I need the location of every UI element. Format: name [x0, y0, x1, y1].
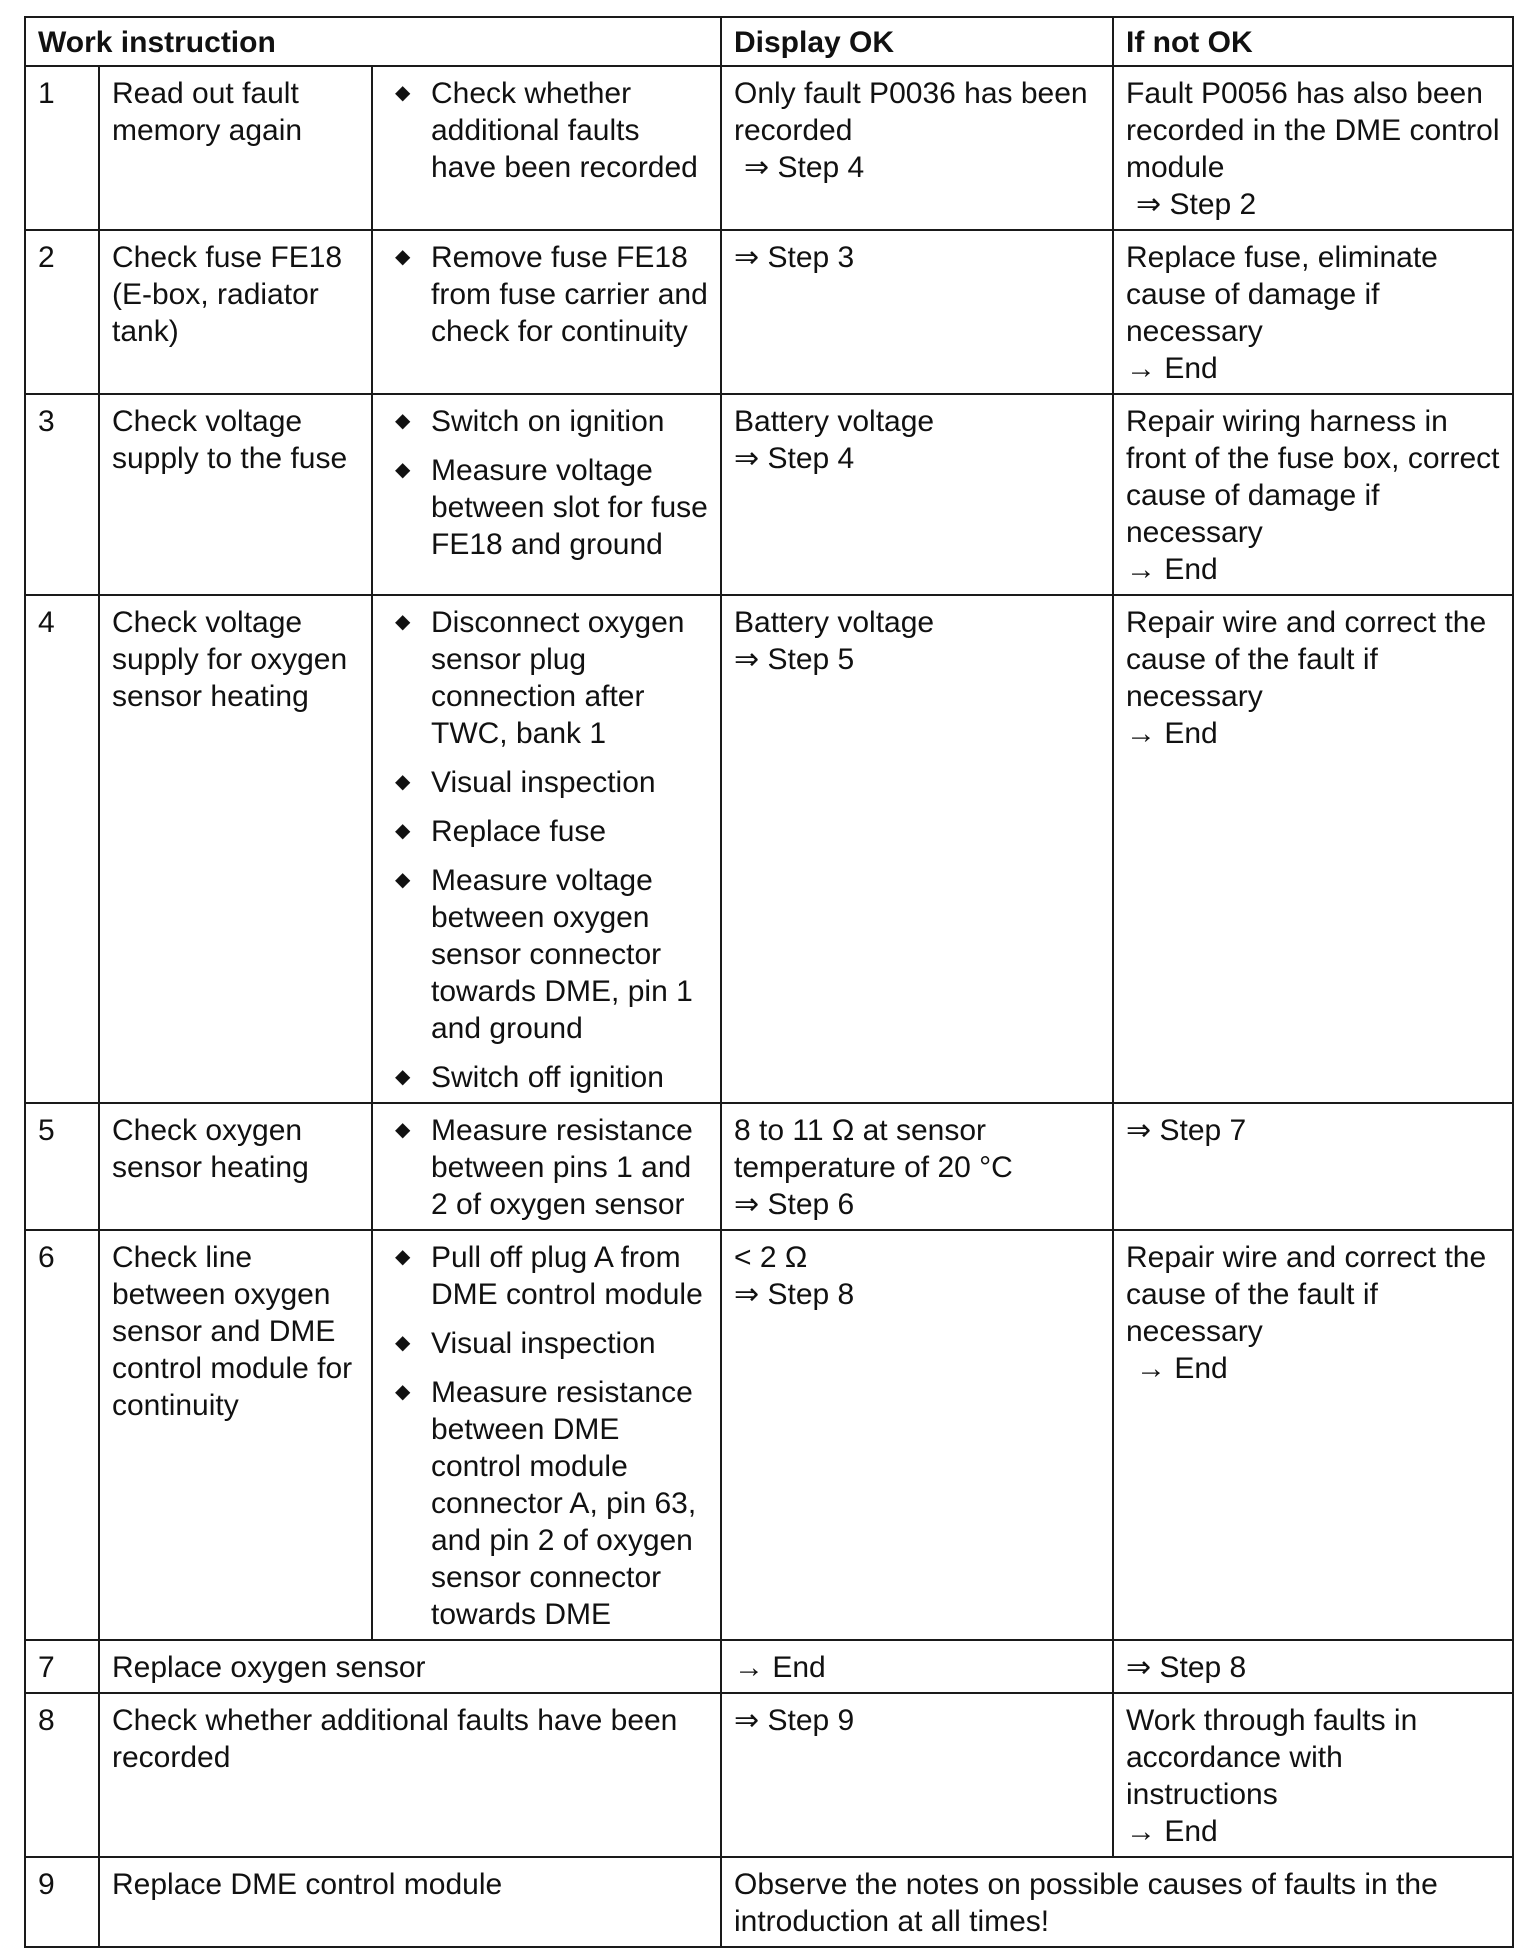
display-ok-line: ⇒ Step 9	[734, 1704, 855, 1737]
display-ok-line: ⇒ Step 6	[734, 1188, 855, 1221]
diamond-bullet-icon: ◆	[395, 459, 411, 481]
diamond-bullet-icon: ◆	[395, 1381, 411, 1403]
step-if-not-ok	[1113, 1103, 1513, 1230]
if-not-ok-line: → End	[1136, 1352, 1228, 1385]
step-task: Check voltage supply to the fuse	[99, 394, 372, 595]
table-row-step-3	[25, 394, 1513, 595]
step-if-not-ok	[1113, 1230, 1513, 1640]
step-display-ok	[721, 66, 1113, 230]
action-item	[385, 862, 710, 1047]
display-ok-line: ⇒ Step 4	[734, 442, 855, 475]
action-text: Remove fuse FE18 from fuse carrier and check for continuity	[431, 241, 708, 348]
table-row-step-2	[25, 230, 1513, 394]
table-row-step-7	[25, 1640, 1513, 1693]
step-task: Replace oxygen sensor	[99, 1640, 721, 1693]
step-note: Observe the notes on possible causes of faults in the introduction at all times!	[721, 1857, 1513, 1947]
display-ok-line: Only fault P0036 has been recorded	[734, 77, 1088, 147]
action-text: Measure voltage between oxygen sensor connector towards DME, pin 1 and ground	[431, 864, 693, 1045]
step-if-not-ok	[1113, 230, 1513, 394]
if-not-ok-line: Repair wire and correct the cause of the fault if necessary	[1126, 606, 1487, 713]
action-list	[385, 75, 710, 186]
display-ok-line: 8 to 11 Ω at sensor temperature of 20 °C	[734, 1114, 1013, 1184]
diamond-bullet-icon: ◆	[395, 869, 411, 891]
action-text: Switch on ignition	[431, 405, 665, 438]
diamond-bullet-icon: ◆	[395, 1066, 411, 1088]
work-instruction-table	[24, 16, 1514, 1948]
display-ok-line: < 2 Ω	[734, 1241, 808, 1274]
if-not-ok-line: Fault P0056 has also been recorded in the DME control module	[1126, 77, 1500, 184]
table-row-step-6	[25, 1230, 1513, 1640]
if-not-ok-line: ⇒ Step 8	[1126, 1651, 1247, 1684]
action-list	[385, 403, 710, 563]
if-not-ok-line: → End	[1126, 1815, 1218, 1848]
action-item	[385, 239, 710, 350]
display-ok-line: ⇒ Step 8	[734, 1278, 855, 1311]
step-if-not-ok	[1113, 394, 1513, 595]
action-text: Measure resistance between DME control module connector A, pin 63, and pin 2 of oxygen sensor connector towards DME	[431, 1376, 697, 1631]
action-list	[385, 239, 710, 350]
diamond-bullet-icon: ◆	[395, 1246, 411, 1268]
step-display-ok	[721, 394, 1113, 595]
diamond-bullet-icon: ◆	[395, 611, 411, 633]
display-ok-line: ⇒ Step 5	[734, 643, 855, 676]
step-task: Check fuse FE18 (E-box, radiator tank)	[99, 230, 372, 394]
step-display-ok	[721, 1230, 1113, 1640]
step-actions	[372, 595, 721, 1103]
step-if-not-ok	[1113, 1640, 1513, 1693]
diamond-bullet-icon: ◆	[395, 771, 411, 793]
display-ok-line: ⇒ Step 3	[734, 241, 855, 274]
action-list	[385, 604, 710, 1096]
action-item	[385, 1374, 710, 1633]
display-ok-line: ⇒ Step 4	[744, 151, 865, 184]
header-display-ok: Display OK	[721, 17, 1113, 66]
display-ok-line: → End	[734, 1651, 826, 1684]
step-number: 9	[25, 1857, 99, 1947]
action-item	[385, 1112, 710, 1223]
if-not-ok-line: → End	[1126, 352, 1218, 385]
header-row	[25, 17, 1513, 66]
action-text: Switch off ignition	[431, 1061, 664, 1094]
action-item	[385, 75, 710, 186]
if-not-ok-line: ⇒ Step 2	[1136, 188, 1257, 221]
step-actions	[372, 1230, 721, 1640]
step-actions	[372, 66, 721, 230]
if-not-ok-line: → End	[1126, 553, 1218, 586]
step-if-not-ok	[1113, 66, 1513, 230]
step-number: 5	[25, 1103, 99, 1230]
diamond-bullet-icon: ◆	[395, 246, 411, 268]
step-number: 7	[25, 1640, 99, 1693]
diamond-bullet-icon: ◆	[395, 82, 411, 104]
step-task: Check oxygen sensor heating	[99, 1103, 372, 1230]
if-not-ok-line: Repair wiring harness in front of the fuse box, correct cause of damage if necessary	[1126, 405, 1500, 549]
action-item	[385, 813, 710, 850]
action-text: Visual inspection	[431, 1327, 656, 1360]
step-display-ok	[721, 230, 1113, 394]
step-task: Check whether additional faults have been recorded	[99, 1693, 721, 1857]
action-list	[385, 1239, 710, 1633]
step-task: Read out fault memory again	[99, 66, 372, 230]
diamond-bullet-icon: ◆	[395, 1119, 411, 1141]
step-actions	[372, 1103, 721, 1230]
step-task: Check line between oxygen sensor and DME control module for continuity	[99, 1230, 372, 1640]
step-number: 2	[25, 230, 99, 394]
action-text: Replace fuse	[431, 815, 607, 848]
step-number: 4	[25, 595, 99, 1103]
if-not-ok-line: Work through faults in accordance with instructions	[1126, 1704, 1418, 1811]
action-text: Visual inspection	[431, 766, 656, 799]
step-task: Check voltage supply for oxygen sensor heating	[99, 595, 372, 1103]
step-if-not-ok	[1113, 595, 1513, 1103]
table-row-step-4	[25, 595, 1513, 1103]
header-if-not-ok: If not OK	[1113, 17, 1513, 66]
table-row-step-8	[25, 1693, 1513, 1857]
action-item	[385, 1239, 710, 1313]
action-text: Check whether additional faults have been recorded	[431, 77, 698, 184]
step-number: 1	[25, 66, 99, 230]
step-actions	[372, 230, 721, 394]
step-task: Replace DME control module	[99, 1857, 721, 1947]
table-row-step-1	[25, 66, 1513, 230]
action-item	[385, 604, 710, 752]
display-ok-line: Battery voltage	[734, 405, 935, 438]
step-actions	[372, 394, 721, 595]
step-if-not-ok	[1113, 1693, 1513, 1857]
action-item	[385, 1325, 710, 1362]
action-text: Measure voltage between slot for fuse FE18 and ground	[431, 454, 708, 561]
display-ok-line: Battery voltage	[734, 606, 935, 639]
action-item	[385, 764, 710, 801]
action-item	[385, 452, 710, 563]
diamond-bullet-icon: ◆	[395, 1332, 411, 1354]
step-number: 3	[25, 394, 99, 595]
if-not-ok-line: → End	[1126, 717, 1218, 750]
action-text: Pull off plug A from DME control module	[431, 1241, 703, 1311]
step-number: 8	[25, 1693, 99, 1857]
action-item	[385, 1059, 710, 1096]
diamond-bullet-icon: ◆	[395, 820, 411, 842]
if-not-ok-line: Replace fuse, eliminate cause of damage if necessary	[1126, 241, 1438, 348]
step-display-ok	[721, 1103, 1113, 1230]
action-text: Measure resistance between pins 1 and 2 of oxygen sensor	[431, 1114, 693, 1221]
if-not-ok-line: Repair wire and correct the cause of the fault if necessary	[1126, 1241, 1487, 1348]
step-display-ok	[721, 1693, 1113, 1857]
table-row-step-5	[25, 1103, 1513, 1230]
header-work-instruction: Work instruction	[25, 17, 721, 66]
if-not-ok-line: ⇒ Step 7	[1126, 1114, 1247, 1147]
action-list	[385, 1112, 710, 1223]
action-text: Disconnect oxygen sensor plug connection after TWC, bank 1	[431, 606, 685, 750]
action-item	[385, 403, 710, 440]
diamond-bullet-icon: ◆	[395, 410, 411, 432]
step-display-ok	[721, 1640, 1113, 1693]
step-number: 6	[25, 1230, 99, 1640]
step-display-ok	[721, 595, 1113, 1103]
